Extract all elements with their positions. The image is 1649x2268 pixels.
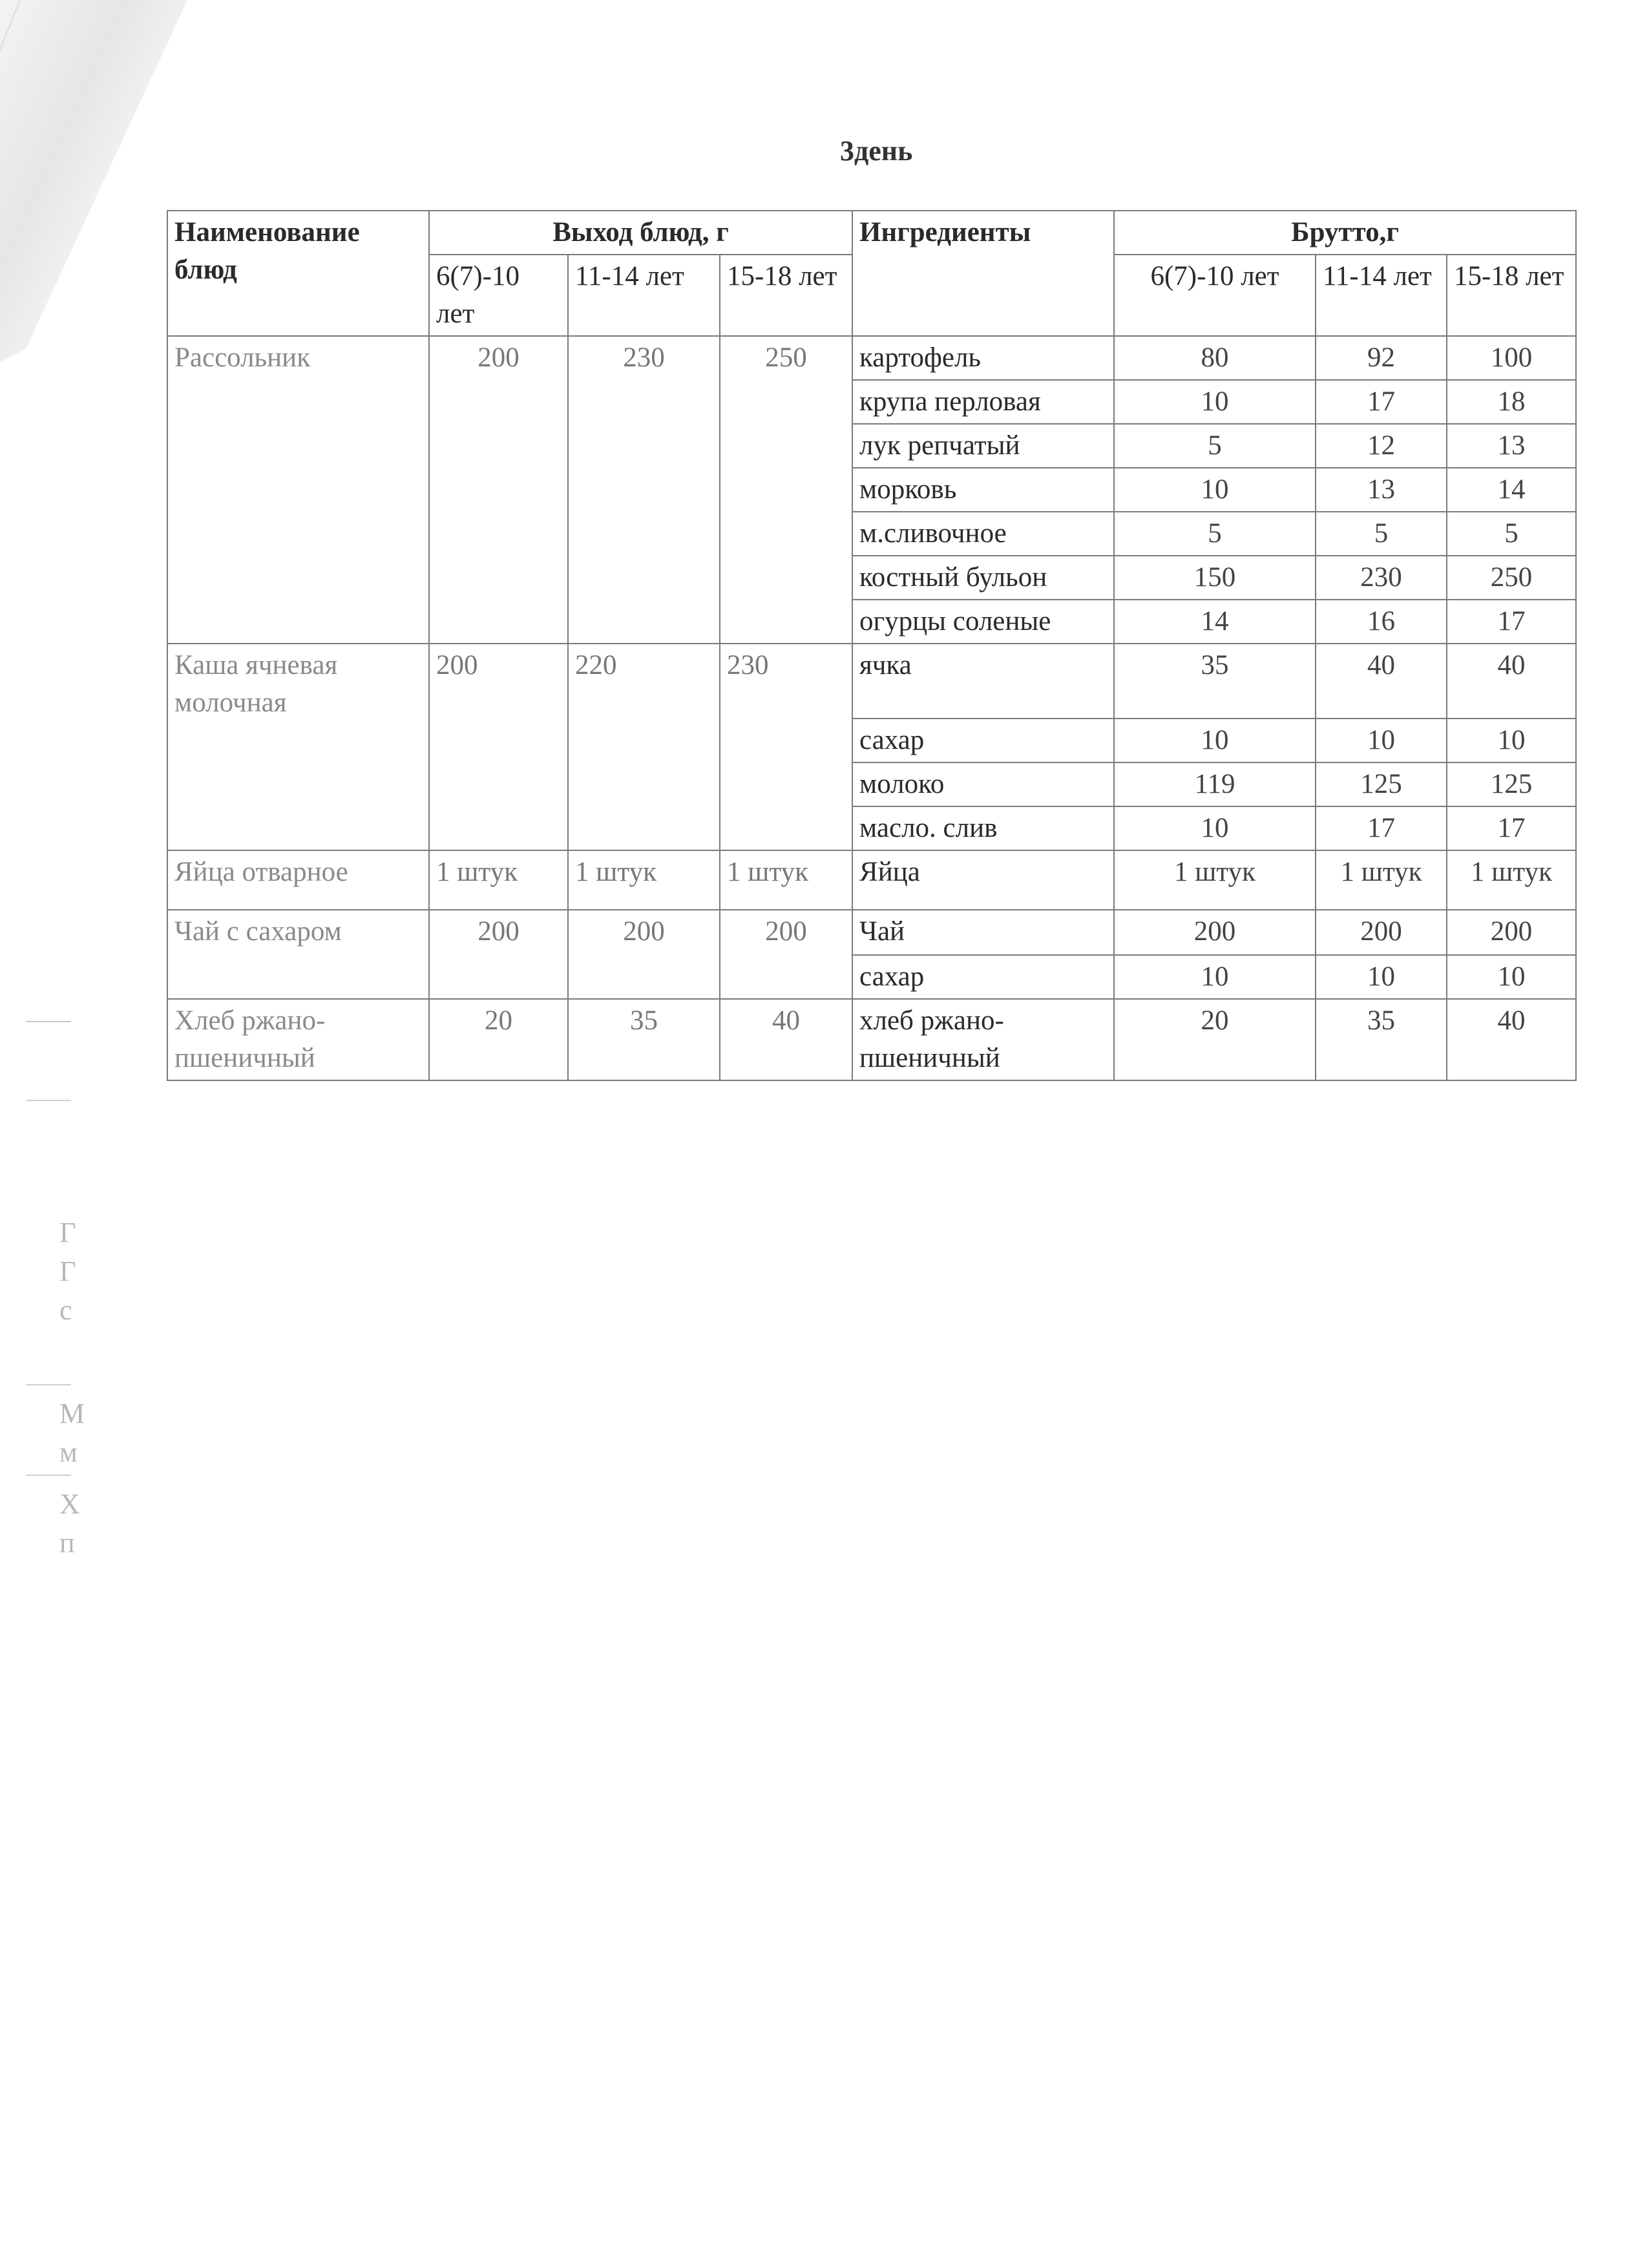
brutto-value: 5 — [1114, 424, 1316, 468]
brutto-value: 10 — [1114, 468, 1316, 512]
header-brutto-age: 15-18 лет — [1447, 255, 1576, 336]
dish-output: 220 — [568, 644, 720, 850]
brutto-value: 40 — [1447, 644, 1576, 719]
brutto-value: 5 — [1114, 512, 1316, 556]
brutto-value: 13 — [1316, 468, 1447, 512]
ingredient-name: крупа перловая — [852, 380, 1114, 424]
ghost-char: с — [59, 1294, 72, 1326]
ingredient-name: сахар — [852, 955, 1114, 999]
header-ingredients: Ингредиенты — [852, 211, 1114, 336]
brutto-value: 35 — [1316, 999, 1447, 1080]
brutto-value: 10 — [1447, 955, 1576, 999]
ingredient-name: Чай — [852, 910, 1114, 955]
brutto-value: 250 — [1447, 556, 1576, 600]
dish-output: 1 штук — [429, 850, 568, 910]
ingredient-name: сахар — [852, 719, 1114, 762]
brutto-value: 13 — [1447, 424, 1576, 468]
dish-name: Рассольник — [167, 336, 429, 644]
dish-output: 200 — [429, 910, 568, 999]
ghost-line — [26, 1475, 71, 1476]
dish-name: Чай с сахаром — [167, 910, 429, 999]
brutto-value: 1 штук — [1447, 850, 1576, 910]
ingredient-name: огурцы соленые — [852, 600, 1114, 644]
ghost-char: п — [59, 1527, 75, 1559]
ingredient-name: костный бульон — [852, 556, 1114, 600]
brutto-value: 35 — [1114, 644, 1316, 719]
ghost-char: Г — [59, 1217, 76, 1248]
ghost-char: м — [59, 1436, 78, 1468]
brutto-value: 10 — [1114, 806, 1316, 850]
ghost-char: Г — [59, 1255, 76, 1287]
dish-output: 200 — [429, 644, 568, 850]
dish-output: 1 штук — [568, 850, 720, 910]
ingredient-name: ячка — [852, 644, 1114, 719]
brutto-value: 10 — [1114, 380, 1316, 424]
dish-output: 1 штук — [720, 850, 852, 910]
brutto-value: 40 — [1316, 644, 1447, 719]
dish-output: 200 — [429, 336, 568, 644]
brutto-value: 1 штук — [1316, 850, 1447, 910]
underlying-page-edge — [26, 1021, 85, 1565]
brutto-value: 17 — [1316, 806, 1447, 850]
ghost-char: Х — [59, 1488, 80, 1520]
dish-name: Яйца отварное — [167, 850, 429, 910]
ghost-line — [26, 1100, 71, 1101]
brutto-value: 100 — [1447, 336, 1576, 380]
dish-output: 35 — [568, 999, 720, 1080]
brutto-value: 17 — [1316, 380, 1447, 424]
brutto-value: 18 — [1447, 380, 1576, 424]
brutto-value: 10 — [1447, 719, 1576, 762]
ingredient-name: хлеб ржано-пшеничный — [852, 999, 1114, 1080]
page-title: 3день — [840, 135, 913, 167]
header-output-age: 11-14 лет — [568, 255, 720, 336]
brutto-value: 125 — [1316, 762, 1447, 806]
table-row — [167, 850, 1576, 910]
ingredient-name: молоко — [852, 762, 1114, 806]
ingredient-name: м.сливочное — [852, 512, 1114, 556]
table-row — [167, 999, 1576, 1080]
dish-name: Хлеб ржано-пшеничный — [167, 999, 429, 1080]
brutto-value: 40 — [1447, 999, 1576, 1080]
brutto-value: 10 — [1316, 955, 1447, 999]
header-dish: Наименование блюд — [167, 211, 429, 336]
ingredient-name: Яйца — [852, 850, 1114, 910]
dish-output: 40 — [720, 999, 852, 1080]
brutto-value: 5 — [1316, 512, 1447, 556]
brutto-value: 200 — [1316, 910, 1447, 955]
header-brutto: Брутто,г — [1114, 211, 1576, 255]
header-brutto-age: 6(7)-10 лет — [1114, 255, 1316, 336]
brutto-value: 10 — [1114, 719, 1316, 762]
table-row — [167, 910, 1576, 955]
ingredient-name: картофель — [852, 336, 1114, 380]
dish-output: 20 — [429, 999, 568, 1080]
brutto-value: 10 — [1316, 719, 1447, 762]
header-output: Выход блюд, г — [429, 211, 852, 255]
brutto-value: 5 — [1447, 512, 1576, 556]
brutto-value: 14 — [1114, 600, 1316, 644]
brutto-value: 125 — [1447, 762, 1576, 806]
dish-output: 230 — [568, 336, 720, 644]
header-output-age: 6(7)-10 лет — [429, 255, 568, 336]
table-row — [167, 336, 1576, 380]
brutto-value: 14 — [1447, 468, 1576, 512]
brutto-value: 150 — [1114, 556, 1316, 600]
ghost-char: М — [59, 1398, 85, 1429]
dish-output: 200 — [720, 910, 852, 999]
brutto-value: 230 — [1316, 556, 1447, 600]
brutto-value: 10 — [1114, 955, 1316, 999]
brutto-value: 1 штук — [1114, 850, 1316, 910]
dish-output: 230 — [720, 644, 852, 850]
dish-output: 250 — [720, 336, 852, 644]
brutto-value: 200 — [1447, 910, 1576, 955]
table-row — [167, 644, 1576, 719]
menu-table — [167, 210, 1577, 1081]
brutto-value: 20 — [1114, 999, 1316, 1080]
ingredient-name: морковь — [852, 468, 1114, 512]
brutto-value: 17 — [1447, 600, 1576, 644]
brutto-value: 16 — [1316, 600, 1447, 644]
header-output-age: 15-18 лет — [720, 255, 852, 336]
header-brutto-age: 11-14 лет — [1316, 255, 1447, 336]
ingredient-name: масло. слив — [852, 806, 1114, 850]
page-fold — [0, 0, 194, 362]
dish-output: 200 — [568, 910, 720, 999]
brutto-value: 119 — [1114, 762, 1316, 806]
brutto-value: 80 — [1114, 336, 1316, 380]
ghost-line — [26, 1384, 71, 1385]
brutto-value: 17 — [1447, 806, 1576, 850]
ingredient-name: лук репчатый — [852, 424, 1114, 468]
brutto-value: 200 — [1114, 910, 1316, 955]
dish-name: Каша ячневая молочная — [167, 644, 429, 850]
brutto-value: 12 — [1316, 424, 1447, 468]
brutto-value: 92 — [1316, 336, 1447, 380]
